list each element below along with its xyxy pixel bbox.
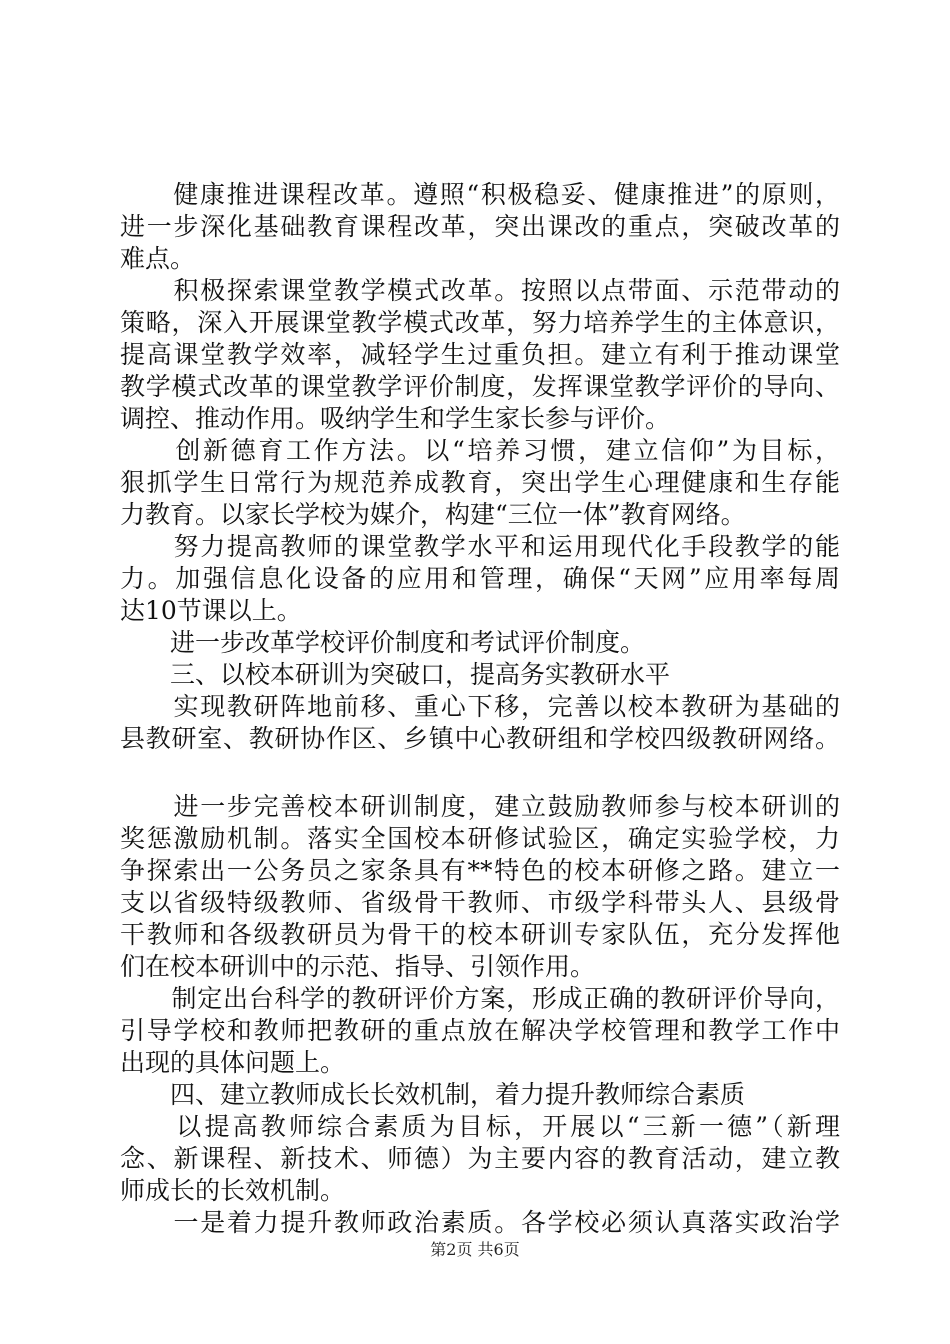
- section-heading: 四、建立教师成长长效机制，着力提升教师综合素质: [120, 1080, 746, 1109]
- text-line: 调控、推动作用。吸纳学生和学生家长参与评价。: [120, 404, 671, 433]
- text-line: 出现的具体问题上。: [120, 1048, 346, 1077]
- text-line: 引导学校和教师把教研的重点放在解决学校管理和教学工作中: [120, 1016, 840, 1045]
- text-line: 达10节课以上。: [120, 596, 302, 625]
- text-line: 们在校本研训中的示范、指导、引领作用。: [120, 952, 596, 981]
- text-line: 制定出台科学的教研评价方案，形成正确的教研评价导向，: [120, 984, 840, 1013]
- text-line: 教学模式改革的课堂教学评价制度，发挥课堂教学评价的导向、: [120, 372, 840, 401]
- text-line: 进一步完善校本研训制度，建立鼓励教师参与校本研训的: [120, 792, 840, 821]
- text-line: 以提高教师综合素质为目标，开展以“三新一德”（新理: [120, 1112, 840, 1141]
- text-line: 力。加强信息化设备的应用和管理，确保“天网”应用率每周: [120, 564, 840, 593]
- text-line: 努力提高教师的课堂教学水平和运用现代化手段教学的能: [120, 532, 840, 561]
- section-heading: 三、以校本研训为突破口，提高务实教研水平: [120, 660, 671, 689]
- text-line: 支以省级特级教师、省级骨干教师、市级学科带头人、县级骨: [120, 888, 840, 917]
- text-line: 难点。: [120, 244, 196, 273]
- text-line: 一是着力提升教师政治素质。各学校必须认真落实政治学: [120, 1208, 840, 1237]
- text-line: 进一步深化基础教育课程改革，突出课改的重点，突破改革的: [120, 212, 840, 241]
- text-line: 进一步改革学校评价制度和考试评价制度。: [120, 628, 646, 657]
- text-line: 师成长的长效机制。: [120, 1176, 346, 1205]
- text-line: 提高课堂教学效率，减轻学生过重负担。建立有利于推动课堂: [120, 340, 840, 369]
- text-line: 县教研室、教研协作区、乡镇中心教研组和学校四级教研网络。: [120, 724, 840, 753]
- text-line: 力教育。以家长学校为媒介，构建“三位一体”教育网络。: [120, 500, 746, 529]
- text-line: 积极探索课堂教学模式改革。按照以点带面、示范带动的: [120, 276, 840, 305]
- text-line: 奖惩激励机制。落实全国校本研修试验区，确定实验学校，力: [120, 824, 840, 853]
- text-line: 念、新课程、新技术、师德）为主要内容的教育活动，建立教: [120, 1144, 840, 1173]
- text-line: 创新德育工作方法。以“培养习惯，建立信仰”为目标，: [120, 436, 840, 465]
- text-line: 争探索出一公务员之家条具有**特色的校本研修之路。建立一: [120, 856, 840, 885]
- text-line: 策略，深入开展课堂教学模式改革，努力培养学生的主体意识，: [120, 308, 840, 337]
- text-line: 狠抓学生日常行为规范养成教育，突出学生心理健康和生存能: [120, 468, 840, 497]
- page-number-footer: 第2页 共6页: [430, 1240, 520, 1259]
- text-line: 干教师和各级教研员为骨干的校本研训专家队伍，充分发挥他: [120, 920, 840, 949]
- text-line: 健康推进课程改革。遵照“积极稳妥、健康推进”的原则，: [120, 180, 840, 209]
- text-line: 实现教研阵地前移、重心下移，完善以校本教研为基础的: [120, 692, 840, 721]
